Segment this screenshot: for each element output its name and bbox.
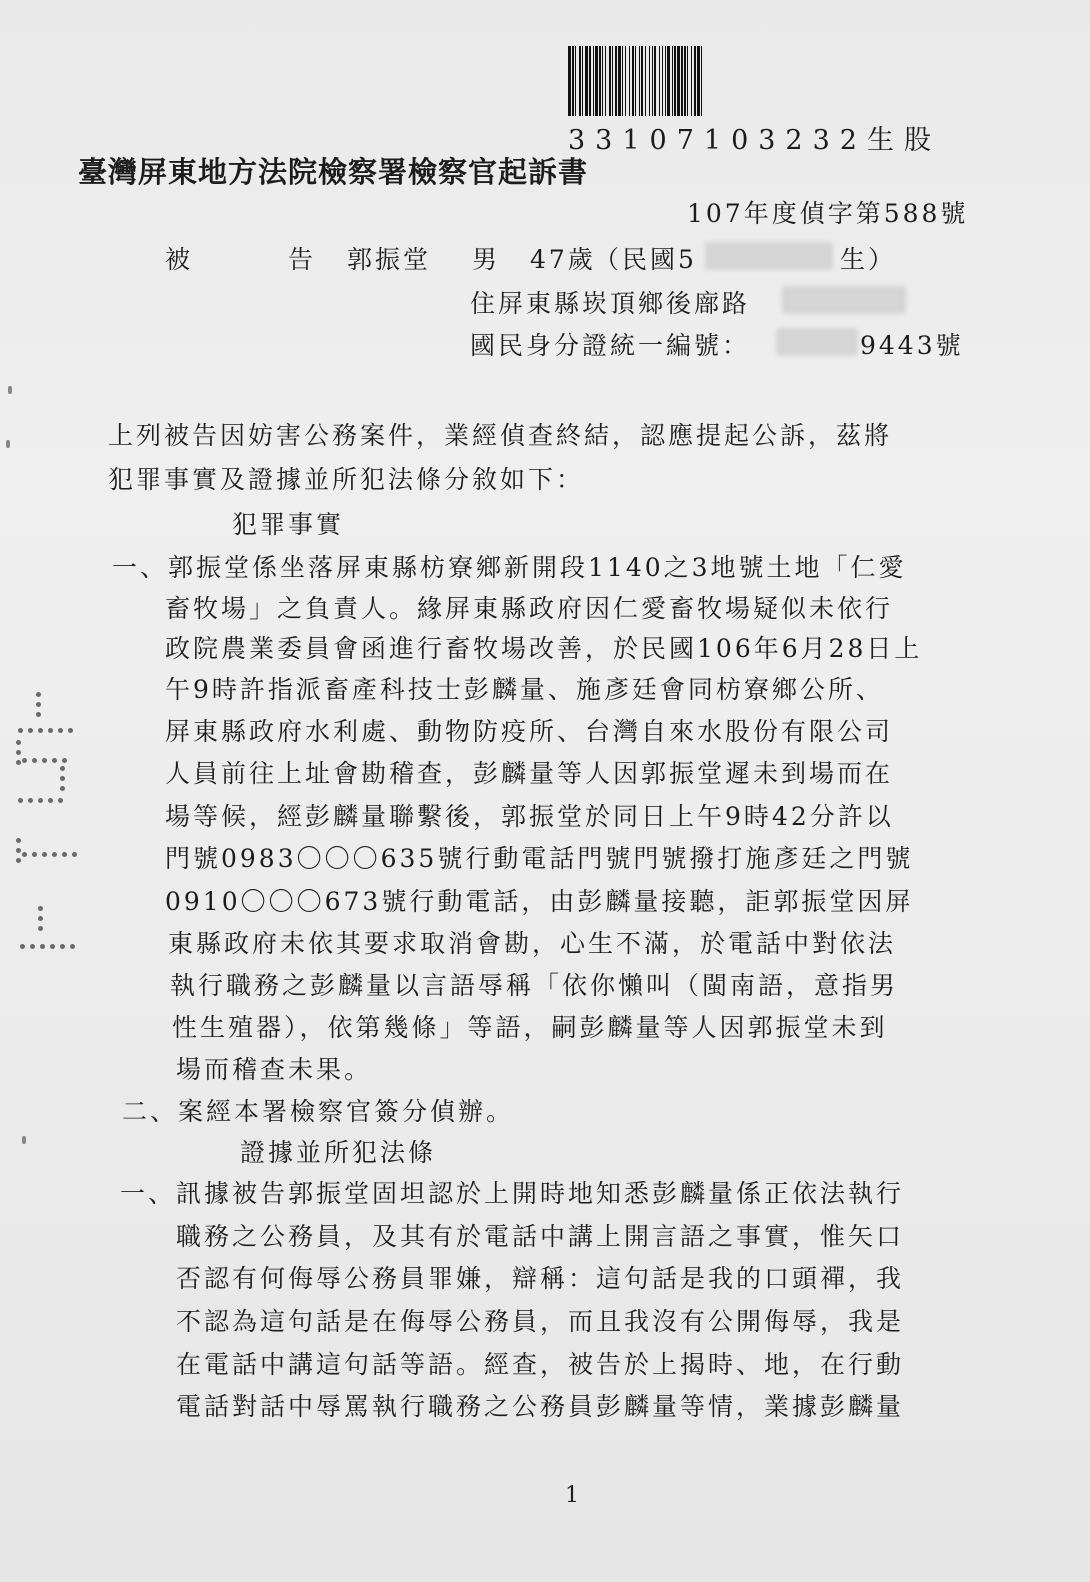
- barcode-bar: [702, 46, 704, 116]
- facts-line: 午9時許指派畜產科技士彭麟量、施彥廷會同枋寮鄉公所、: [165, 675, 884, 704]
- perforation-marks: [8, 688, 80, 958]
- perforation-dot: [60, 786, 65, 791]
- perforation-dot: [60, 944, 65, 949]
- perforation-dot: [16, 838, 21, 843]
- facts-line: 場而稽查未果。: [176, 1055, 373, 1084]
- perforation-dot: [42, 758, 47, 763]
- perforation-dot: [68, 728, 73, 733]
- perforation-dot: [18, 798, 23, 803]
- perforation-dot: [58, 798, 63, 803]
- facts-line: 二、案經本署檢察官簽分偵辦。: [122, 1097, 515, 1126]
- facts-heading: 犯罪事實: [232, 510, 345, 539]
- evidence-heading: 證據並所犯法條: [240, 1138, 437, 1167]
- perforation-dot: [48, 728, 53, 733]
- perforation-dot: [60, 766, 65, 771]
- facts-line: 人員前往上址會勘稽查，彭麟量等人因郭振堂遲未到場而在: [165, 759, 894, 788]
- perforation-dot: [22, 852, 27, 857]
- barcode-number: 33107103232生股: [568, 125, 941, 156]
- case-number: 107年度偵字第588號: [687, 199, 969, 228]
- perforation-dot: [32, 758, 37, 763]
- defendant-name: 郭振堂: [347, 245, 432, 274]
- evidence-line: 一、訊據被告郭振堂固坦認於上開時地知悉彭麟量係正依法執行: [120, 1179, 905, 1208]
- facts-line: 0910〇〇〇673號行動電話，由彭麟量接聽，詎郭振堂因屏: [165, 887, 914, 916]
- paper-mark: [8, 386, 12, 394]
- document-title: 臺灣屏東地方法院檢察署檢察官起訴書: [78, 155, 589, 189]
- intro-line-1: 上列被告因妨害公務案件，業經偵查終結，認應提起公訴，茲將: [108, 421, 893, 450]
- perforation-dot: [38, 728, 43, 733]
- perforation-dot: [62, 758, 67, 763]
- perforation-dot: [16, 750, 21, 755]
- paper-mark: [22, 1136, 26, 1144]
- defendant-birth-suffix: 生）: [840, 245, 897, 274]
- paper-mark: [6, 440, 10, 448]
- perforation-dot: [28, 728, 33, 733]
- redacted-birthdate: [705, 242, 833, 270]
- facts-line: 一、郭振堂係坐落屏東縣枋寮鄉新開段1140之3地號土地「仁愛: [112, 553, 907, 582]
- perforation-dot: [50, 944, 55, 949]
- facts-line: 東縣政府未依其要求取消會勘，心生不滿，於電話中對依法: [168, 929, 897, 958]
- facts-line: 性生殖器），依第幾條」等語，嗣彭麟量等人因郭振堂未到: [172, 1013, 888, 1042]
- perforation-dot: [32, 852, 37, 857]
- perforation-dot: [42, 852, 47, 857]
- perforation-dot: [36, 702, 41, 707]
- perforation-dot: [30, 944, 35, 949]
- perforation-dot: [16, 848, 21, 853]
- facts-line: 畜牧場」之負責人。緣屏東縣政府因仁愛畜牧場疑似未依行: [165, 594, 894, 623]
- perforation-dot: [52, 852, 57, 857]
- intro-line-2: 犯罪事實及證據並所犯法條分敘如下：: [108, 465, 585, 494]
- page-number: 1: [565, 1483, 579, 1508]
- perforation-dot: [38, 926, 43, 931]
- facts-line: 屏東縣政府水利處、動物防疫所、台灣自來水股份有限公司: [165, 717, 894, 746]
- perforation-dot: [38, 916, 43, 921]
- perforation-dot: [36, 692, 41, 697]
- perforation-dot: [62, 852, 67, 857]
- perforation-dot: [18, 728, 23, 733]
- perforation-dot: [28, 798, 33, 803]
- defendant-id-suffix: 9443號: [860, 331, 964, 360]
- perforation-dot: [60, 776, 65, 781]
- defendant-sex: 男: [472, 245, 501, 274]
- perforation-dot: [22, 758, 27, 763]
- redacted-address: [782, 286, 906, 314]
- defendant-birth-prefix: （民國5: [594, 245, 697, 274]
- barcode: [568, 46, 972, 116]
- perforation-dot: [16, 760, 21, 765]
- redacted-id: [776, 328, 858, 356]
- evidence-line: 在電話中講這句話等語。經查，被告於上揭時、地，在行動: [176, 1350, 905, 1379]
- perforation-dot: [36, 712, 41, 717]
- perforation-dot: [70, 944, 75, 949]
- facts-line: 政院農業委員會函進行畜牧場改善，於民國106年6月28日上: [165, 634, 923, 663]
- perforation-dot: [52, 758, 57, 763]
- perforation-dot: [16, 858, 21, 863]
- facts-line: 執行職務之彭麟量以言語辱稱「依你懶叫（閩南語，意指男: [170, 971, 899, 1000]
- perforation-dot: [72, 852, 77, 857]
- defendant-label-2: 告: [288, 245, 317, 274]
- perforation-dot: [38, 906, 43, 911]
- facts-line: 場等候，經彭麟量聯繫後，郭振堂於同日上午9時42分許以: [165, 802, 894, 831]
- defendant-address: 住屏東縣崁頂鄉後廍路: [470, 289, 751, 318]
- facts-line: 門號0983〇〇〇635號行動電話門號門號撥打施彥廷之門號: [165, 844, 914, 873]
- defendant-age: 47歲: [530, 245, 596, 274]
- evidence-line: 電話對話中辱罵執行職務之公務員彭麟量等情，業據彭麟量: [176, 1392, 905, 1421]
- evidence-line: 不認為這句話是在侮辱公務員，而且我沒有公開侮辱，我是: [176, 1307, 905, 1336]
- defendant-id-label: 國民身分證統一編號：: [470, 331, 751, 360]
- perforation-dot: [58, 728, 63, 733]
- perforation-dot: [20, 944, 25, 949]
- perforation-dot: [16, 740, 21, 745]
- perforation-dot: [38, 798, 43, 803]
- evidence-line: 職務之公務員，及其有於電話中講上開言語之事實，惟矢口: [176, 1222, 905, 1251]
- evidence-line: 否認有何侮辱公務員罪嫌，辯稱：這句話是我的口頭禪，我: [176, 1264, 905, 1293]
- perforation-dot: [48, 798, 53, 803]
- defendant-label-1: 被: [165, 245, 194, 274]
- perforation-dot: [40, 944, 45, 949]
